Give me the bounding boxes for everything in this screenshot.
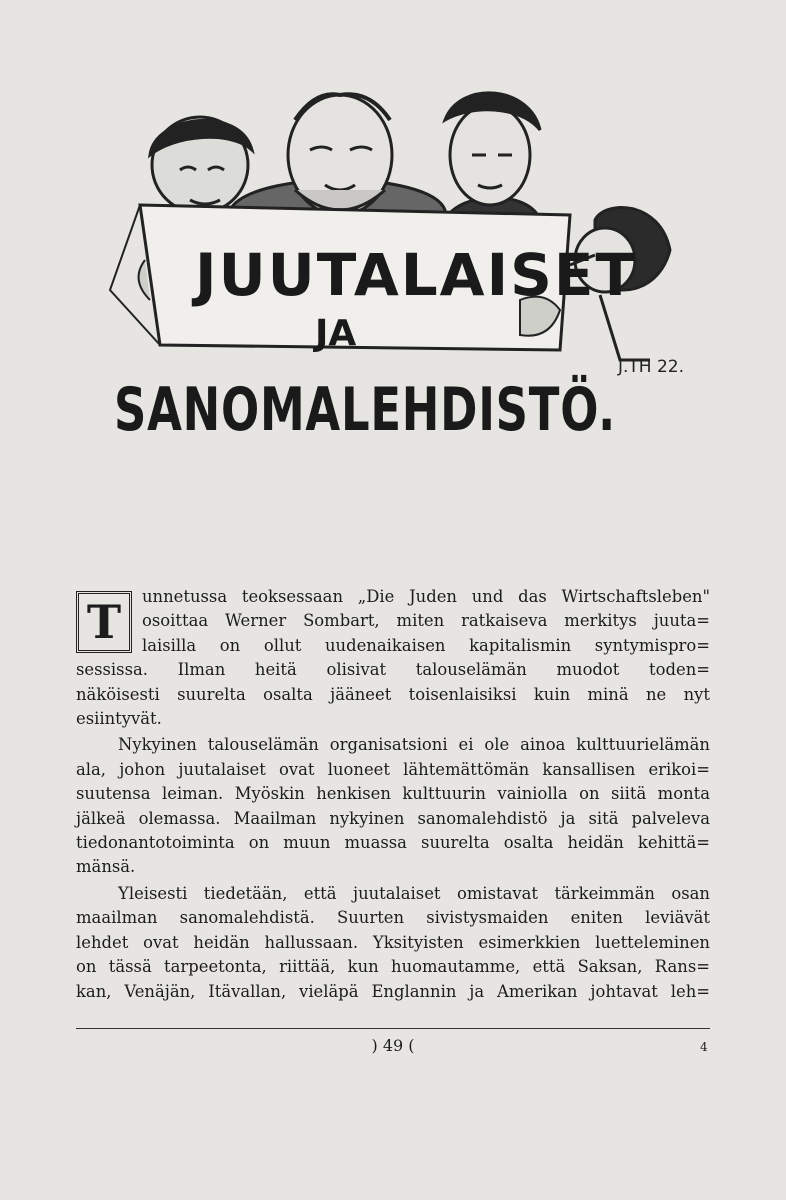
text-line: laisilla on ollut uudenaikaisen kapitalismin syntymispro= <box>142 635 710 655</box>
text-line: unnetussa teoksessaan „Die Juden und das Wirtschaftsleben" <box>142 587 710 606</box>
left-figure <box>150 117 252 213</box>
printer-signature-mark: 4 <box>700 1040 708 1054</box>
text-line: näköisesti suurelta osalta jääneet toisenlaisiksi kuin minä ne nyt <box>76 684 710 704</box>
text-line: esiintyvät. <box>76 709 162 729</box>
text-line: ala, johon juutalaiset ovat luoneet lähtemättömän kansallisen erikoi= <box>76 759 710 779</box>
text-line: mänsä. <box>76 857 136 877</box>
headline-juutalaiset: JUUTALAISET <box>195 241 638 309</box>
cartoon-illustration <box>100 60 785 460</box>
headline-ja: JA <box>315 313 357 354</box>
text-line: on tässä tarpeetonta, riittää, kun huomautamme, että Saksan, Rans= <box>76 957 710 977</box>
text-line: Yleisesti tiedetään, että juutalaiset omistavat tärkeimmän osan <box>118 883 710 903</box>
headline-sanomalehdisto: SANOMALEHDISTÖ. <box>114 375 785 445</box>
text-line: sessissa. Ilman heitä olisivat talouselämän muodot toden= <box>76 660 710 680</box>
text-line: tiedonantotoiminta on muun muassa suurelta osalta heidän kehittä= <box>76 833 710 853</box>
cartoon-drawing <box>100 60 785 460</box>
center-figure <box>230 94 445 220</box>
text-line: osoittaa Werner Sombart, miten ratkaiseva merkitys juuta= <box>142 611 710 631</box>
text-line: Nykyinen talouselämän organisatsioni ei ole ainoa kulttuurielämän <box>118 735 710 755</box>
footer-rule <box>76 1028 710 1029</box>
dropcap-letter: T <box>76 591 132 653</box>
text-line: suutensa leiman. Myöskin henkisen kulttuurin vainiolla on siitä monta <box>76 784 710 804</box>
paragraph-3 <box>76 882 710 1004</box>
text-line: lehdet ovat heidän hallussaan. Yksityisten esimerkkien luetteleminen <box>76 932 710 952</box>
text-line: maailman sanomalehdistä. Suurten sivistysmaiden eniten leviävät <box>76 908 710 928</box>
text-line: kan, Venäjän, Itävallan, vieläpä Englannin ja Amerikan johtavat leh= <box>76 981 710 1001</box>
article-text <box>76 585 710 1004</box>
paragraph-2 <box>76 733 710 879</box>
page-number: ) 49 ( <box>371 1036 415 1055</box>
paragraph-1 <box>76 585 710 731</box>
right-figure <box>445 93 540 220</box>
text-line: jälkeä olemassa. Maailman nykyinen sanomalehdistö ja sitä palveleva <box>76 808 710 828</box>
artist-signature: J.TH 22. <box>618 357 685 377</box>
